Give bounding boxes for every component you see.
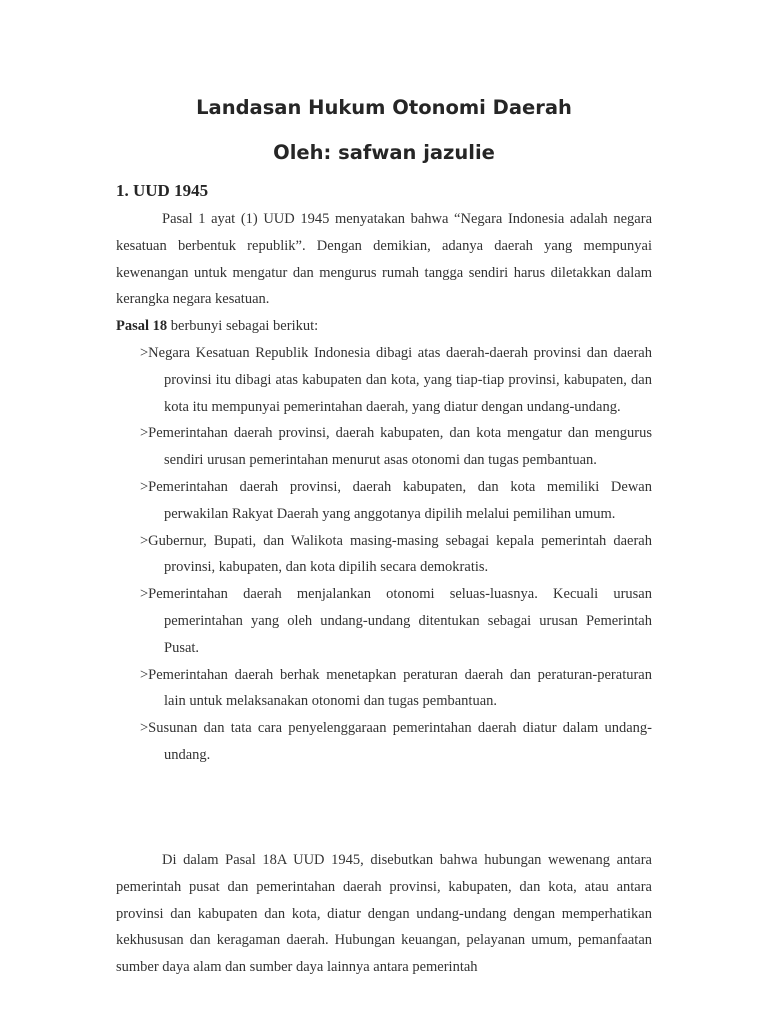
pasal-18-label: Pasal 18 <box>116 318 168 334</box>
section-heading: 1. UUD 1945 <box>116 181 209 200</box>
list-item: >Susunan dan tata cara penyelenggaraan pemerintahan daerah diatur dalam undang-undang. <box>140 720 652 763</box>
pasal-18-intro <box>116 313 318 340</box>
list-item: >Pemerintahan daerah provinsi, daerah kabupaten, dan kota memiliki Dewan perwakilan Rakyat Daerah yang anggotanya dipilih melalui pemilihan umum. <box>140 478 652 522</box>
list-item: >Pemerintahan daerah provinsi, daerah kabupaten, dan kota mengatur dan mengurus sendiri urusan pemerintahan menurut asas otonomi dan tugas pembantuan. <box>140 425 652 469</box>
document-title: Landasan Hukum Otonomi Daerah <box>196 96 572 119</box>
list-item: >Negara Kesatuan Republik Indonesia dibagi atas daerah-daerah provinsi dan daerah provinsi itu dibagi atas kabupaten dan kota, yang tiap-tiap provinsi, kabupaten, dan kota itu mempunyai pemerintahan daerah, yang diatur dengan undang-undang. <box>140 345 652 415</box>
paragraph-pasal-18a: Di dalam Pasal 18A UUD 1945, disebutkan bahwa hubungan wewenang antara pemerintah pusat dan pemerintahan daerah provinsi, kabupaten, dan kota, atau antara provinsi dan kabupaten dan kota, diatur dengan undang-undang dengan memperhatikan kekhususan dan keragaman daerah. Hubungan keuangan, pelayanan umum, pemanfaatan sumber daya alam dan sumber daya lainnya antara pemerintah <box>116 852 652 976</box>
paragraph-intro: Pasal 1 ayat (1) UUD 1945 menyatakan bahwa “Negara Indonesia adalah negara kesatuan berbentuk republik”. Dengan demikian, adanya daerah yang mempunyai kewenangan untuk mengatur dan mengurus rumah tangga sendiri harus diletakkan dalam kerangka negara kesatuan. <box>116 211 652 308</box>
list-item: >Gubernur, Bupati, dan Walikota masing-masing sebagai kepala pemerintah daerah provinsi, kabupaten, dan kota dipilih secara demokratis. <box>140 532 652 576</box>
pasal-18-list <box>140 340 652 769</box>
list-item: >Pemerintahan daerah menjalankan otonomi seluas-luasnya. Kecuali urusan pemerintahan yang oleh undang-undang ditentukan sebagai urusan Pemerintah Pusat. <box>140 586 652 656</box>
author-line: Oleh: safwan jazulie <box>273 141 495 164</box>
pasal-18-intro-text: berbunyi sebagai berikut: <box>167 318 319 334</box>
list-item: >Pemerintahan daerah berhak menetapkan peraturan daerah dan peraturan-peraturan lain untuk melaksanakan otonomi dan tugas pembantuan. <box>140 666 652 710</box>
